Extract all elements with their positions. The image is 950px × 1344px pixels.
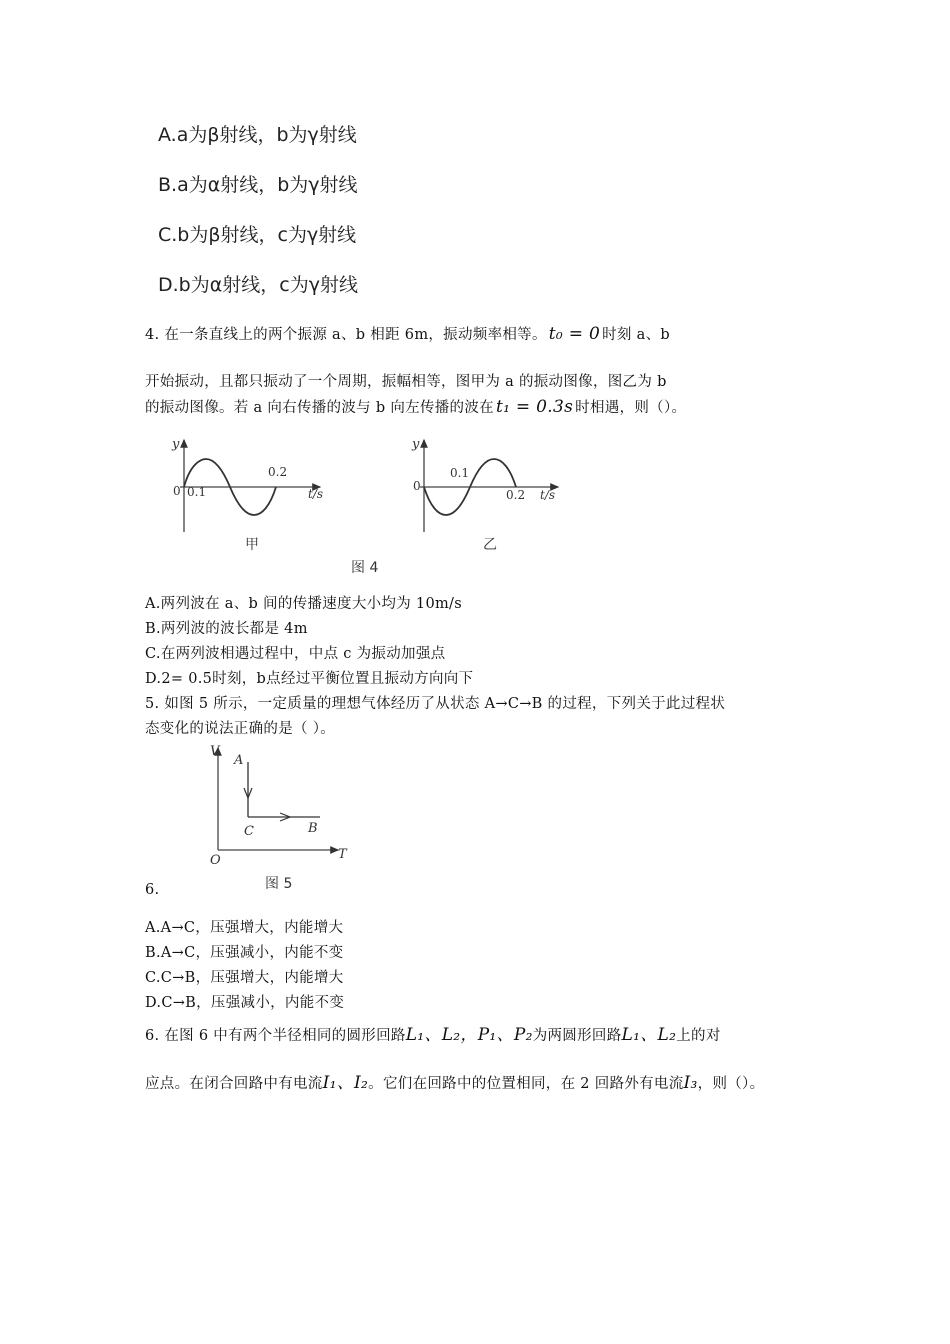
q3-option-a: A.a为β射线，b为γ射线 [158,124,357,146]
figure-5-caption: 图 5 [265,876,293,892]
q3-option-c: C.b为β射线，c为γ射线 [158,224,357,246]
yi-origin: 0 [413,479,421,493]
fig5-c-label: C [244,824,254,839]
q4-math-t0: t₀ = 0 [548,324,601,344]
fig5-a-label: A [234,753,244,768]
q5-option-d: D.C→B，压强减小，内能不变 [145,995,345,1011]
fig5-origin: O [210,853,221,868]
q6-stem-line2: 应点。在闭合回路中有电流I₁、I₂。它们在回路中的位置相同，在 2 回路外有电流I₃，则（）。 [145,1073,765,1093]
q4-math-t1: t₁ = 0.3s [495,397,574,417]
jia-origin: 0 [173,484,181,498]
q6-math-loops: L₁、L₂，P₁、P₂ [405,1025,533,1045]
yi-t-label: t/s [540,488,556,502]
jia-tick-02: 0.2 [268,465,288,479]
figure-5 [200,740,360,870]
q6-math-i3: I₃ [683,1073,698,1093]
figure-4-caption: 图 4 [351,560,379,576]
jia-caption: 甲 [245,537,259,553]
q3-option-d: D.b为α射线，c为γ射线 [158,274,358,296]
yi-tick-01: 0.1 [450,466,470,480]
q4-stem-line3: 的振动图像。若 a 向右传播的波与 b 向左传播的波在 t₁ = 0.3s 时相遇，则（）。 [145,397,687,417]
q4-option-b: B.两列波的波长都是 4m [145,621,308,637]
q3-option-b: B.a为α射线，b为γ射线 [158,174,358,196]
q5-option-b: B.A→C，压强减小，内能不变 [145,945,344,961]
fig5-b-label: B [308,821,318,836]
q4-stem-line2: 开始振动，且都只振动了一个周期，振幅相等，图甲为 a 的振动图像，图乙为 b [145,374,667,390]
q6-math-loops-2: L₁、L₂ [621,1025,677,1045]
yi-caption: 乙 [483,537,497,553]
q4-option-c: C.在两列波相遇过程中，中点 c 为振动加强点 [145,646,446,662]
jia-y-label: y [172,437,180,452]
yi-y-label: y [412,437,420,452]
fig5-v-label: V [210,744,220,759]
q5-option-c: C.C→B，压强增大，内能增大 [145,970,344,986]
jia-t-label: t/s [308,487,324,501]
q6-stem-line1: 6. 在图 6 中有两个半径相同的圆形回路L₁、L₂，P₁、P₂为两圆形回路L₁、L₂上的对 [145,1025,721,1045]
q5-option-a: A.A→C，压强增大，内能增大 [145,920,344,936]
q5-stem-line2: 态变化的说法正确的是（ ）。 [145,721,336,737]
q5-number-6: 6. [145,882,160,898]
q4-option-d: D.2= 0.5时刻，b点经过平衡位置且振动方向向下 [145,671,474,687]
q4-option-a: A.两列波在 a、b 间的传播速度大小均为 10m/s [145,596,462,612]
q6-math-currents: I₁、I₂ [322,1073,369,1093]
fig5-t-label: T [338,847,347,862]
jia-tick-01: 0.1 [187,485,207,499]
yi-tick-02: 0.2 [506,488,526,502]
q5-stem-line1: 5. 如图 5 所示，一定质量的理想气体经历了从状态 A→C→B 的过程，下列关于此过程状 [145,696,726,712]
q4-stem-line1: 4. 在一条直线上的两个振源 a、b 相距 6m，振动频率相等。 t₀ = 0 时刻 a、b [145,324,670,344]
